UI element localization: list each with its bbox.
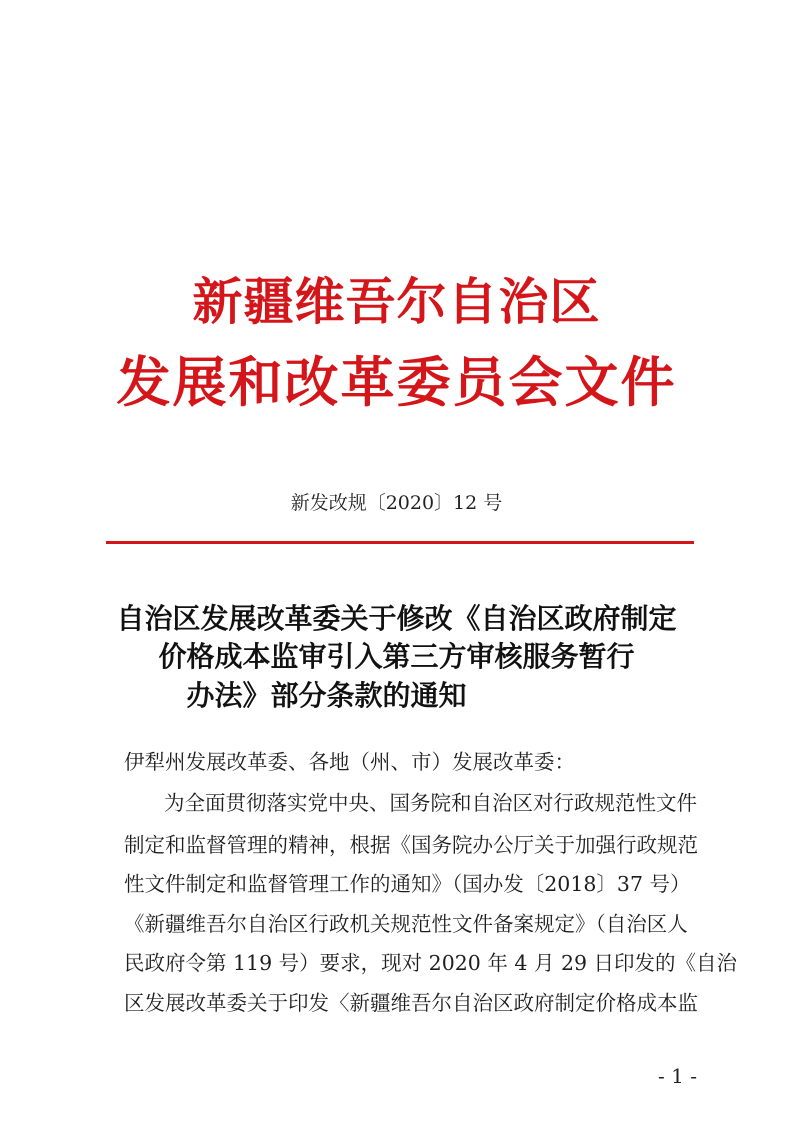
title-line-3: 办法》部分条款的通知	[186, 679, 467, 712]
body-line: 民政府令第 119 号）要求，现对 2020 年 4 月 29 日印发的《自治	[124, 951, 738, 975]
document-type-heading: 发展和改革委员会文件	[116, 350, 677, 414]
body-line: 制定和监督管理的精神，根据《国务院办公厅关于加强行政规范	[124, 833, 698, 857]
page-number: - 1 -	[658, 1064, 697, 1088]
addressee: 伊犁州发展改革委、各地（州、市）发展改革委：	[124, 750, 575, 774]
title-line-1: 自治区发展改革委关于修改《自治区政府制定	[116, 602, 677, 635]
body-line: 性文件制定和监督管理工作的通知》（国办发〔2018〕37 号）	[124, 872, 691, 896]
red-divider-line	[106, 541, 694, 544]
body-line: 为全面贯彻落实党中央、国务院和自治区对行政规范性文件	[164, 791, 697, 815]
body-line: 《新疆维吾尔自治区行政机关规范性文件备案规定》（自治区人	[124, 912, 688, 936]
issuer-name: 新疆维吾尔自治区	[192, 272, 601, 331]
document-number: 新发改规〔2020〕12 号	[290, 492, 503, 514]
title-line-2: 价格成本监审引入第三方审核服务暂行	[158, 640, 635, 673]
body-line: 区发展改革委关于印发〈新疆维吾尔自治区政府制定价格成本监	[124, 991, 698, 1015]
